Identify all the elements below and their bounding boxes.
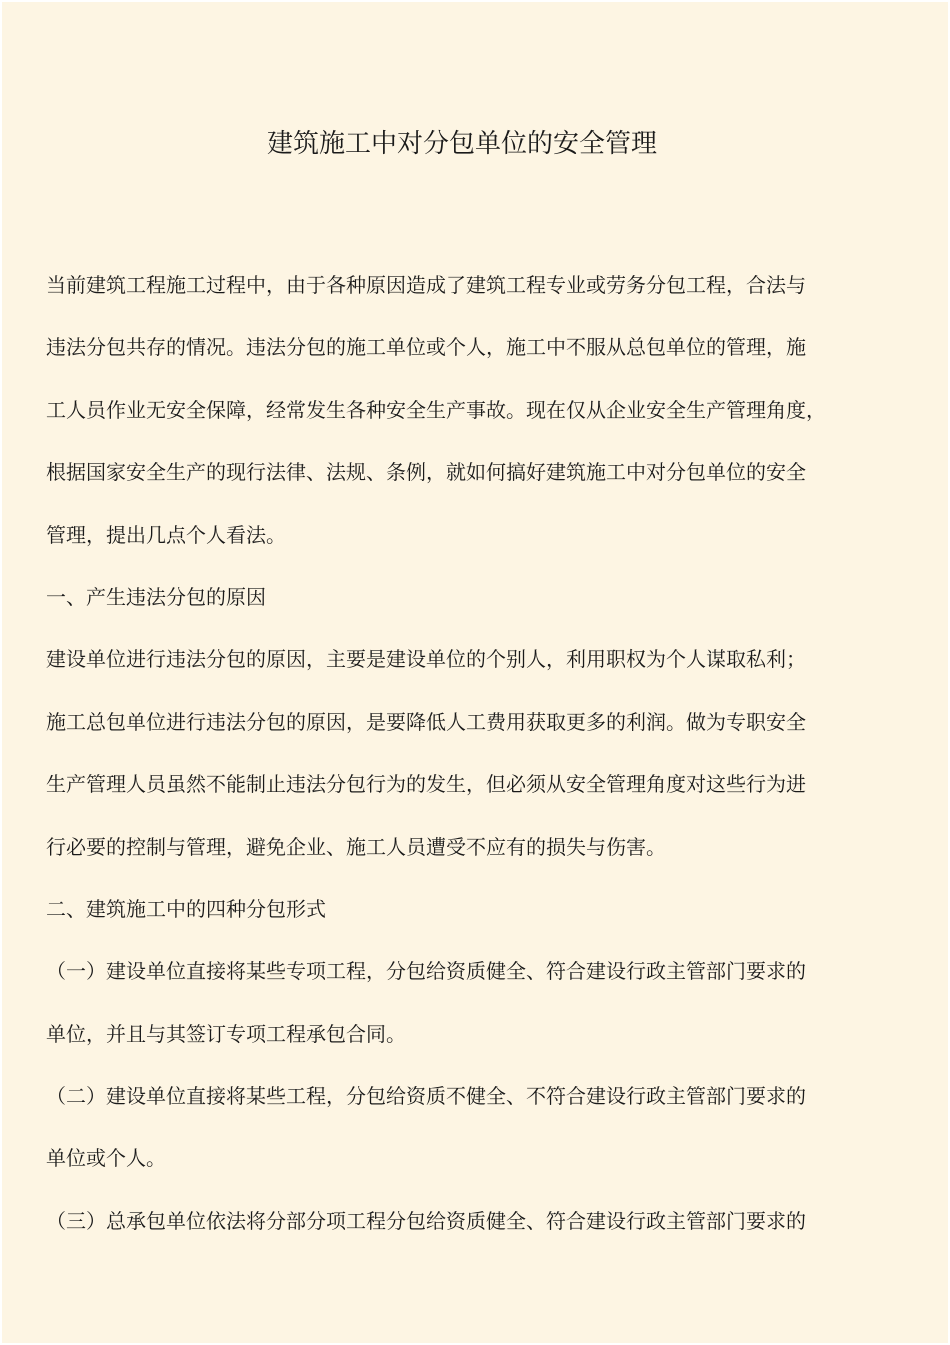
text-line: 根据国家安全生产的现行法律、法规、条例，就如何搞好建筑施工中对分包单位的安全 xyxy=(46,460,806,485)
text-line: 违法分包共存的情况。违法分包的施工单位或个人，施工中不服从总包单位的管理，施 xyxy=(46,335,806,360)
document-title: 建筑施工中对分包单位的安全管理 xyxy=(266,129,657,159)
text-line: 当前建筑工程施工过程中，由于各种原因造成了建筑工程专业或劳务分包工程，合法与 xyxy=(46,273,806,297)
text-line: 工人员作业无安全保障，经常发生各种安全生产事故。现在仅从企业安全生产管理角度， xyxy=(46,397,826,422)
document-page xyxy=(2,2,948,1343)
text-line: 施工总包单位进行违法分包的原因，是要降低人工费用获取更多的利润。做为专职安全 xyxy=(46,709,806,734)
text-line: 单位，并且与其签订专项工程承包合同。 xyxy=(46,1021,406,1046)
section-heading: 二、建筑施工中的四种分包形式 xyxy=(46,896,326,921)
text-line: 建设单位进行违法分包的原因，主要是建设单位的个别人，利用职权为个人谋取私利； xyxy=(46,647,806,672)
text-line: 行必要的控制与管理，避免企业、施工人员遭受不应有的损失与伤害。 xyxy=(46,834,666,859)
text-line: 管理，提出几点个人看法。 xyxy=(46,522,286,547)
section-heading: 一、产生违法分包的原因 xyxy=(46,584,266,609)
text-line: 生产管理人员虽然不能制止违法分包行为的发生，但必须从安全管理角度对这些行为进 xyxy=(46,772,806,797)
document-body xyxy=(46,254,852,1252)
list-item: （一）建设单位直接将某些专项工程，分包给资质健全、符合建设行政主管部门要求的 xyxy=(46,959,806,984)
list-item: （二）建设单位直接将某些工程，分包给资质不健全、不符合建设行政主管部门要求的 xyxy=(46,1084,806,1109)
list-item: （三）总承包单位依法将分部分项工程分包给资质健全、符合建设行政主管部门要求的 xyxy=(46,1208,806,1233)
text-line: 单位或个人。 xyxy=(46,1146,166,1171)
